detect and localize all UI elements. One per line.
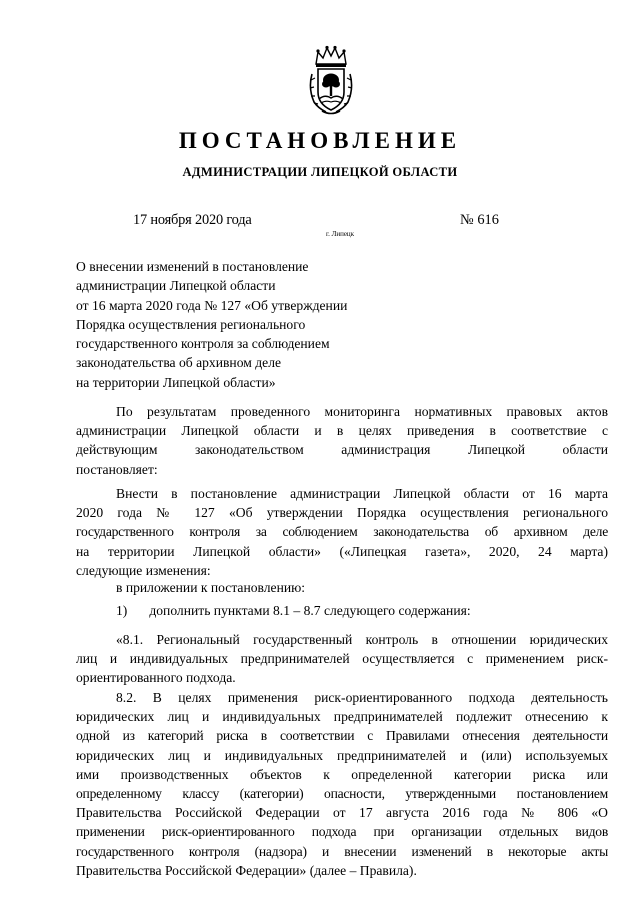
document-subtitle: АДМИНИСТРАЦИИ ЛИПЕЦКОЙ ОБЛАСТИ <box>182 165 458 179</box>
text-line: следующие изменения: <box>76 562 211 578</box>
text-line: одной из категорий риска в соответствии с Правилами отнесения деятельности <box>76 728 608 744</box>
text-line: Правительства Российской Федерации от 17 августа 2016 года № 806 «О <box>76 805 608 821</box>
text-line: 2020 года № 127 «Об утверждении Порядка осуществления регионального <box>76 505 608 521</box>
document-place: г. Липецк <box>326 230 355 238</box>
paragraph-item-1 <box>76 601 608 620</box>
heading-line: О внесении изменений в постановление <box>76 259 309 274</box>
text-line: действующим законодательством администрация Липецкой области <box>76 442 608 458</box>
text-line: ориентированного подхода. <box>76 670 236 686</box>
document-number: № 616 <box>460 212 499 228</box>
text-line: администрации Липецкой области и в целях приведения в соответствие с <box>76 423 608 439</box>
text-line: определенному классу (категории) опасности, утвержденными постановлением <box>76 786 608 802</box>
paragraph-preamble <box>76 402 608 479</box>
text-line: 8.2. В целях применения риск-ориентированного подхода деятельность <box>116 690 608 705</box>
text-line: «8.1. Региональный государственный контроль в отношении юридических <box>116 632 608 647</box>
text-line: ими производственных объектов к определенной категории риска или <box>76 766 608 782</box>
text-line: юридических лиц и индивидуальных предпринимателей подлежит отнесению к <box>76 709 608 725</box>
text-line: юридических лиц и индивидуальных предпринимателей и (или) используемых <box>76 747 608 763</box>
text-line: в приложении к постановлению: <box>116 580 306 595</box>
text-line: Правительства Российской Федерации» (далее – Правила). <box>76 862 417 878</box>
paragraph-8-2 <box>76 688 608 880</box>
item-text: дополнить пунктами 8.1 – 8.7 следующего содержания: <box>149 603 471 618</box>
paragraph-appendix <box>76 578 608 597</box>
heading-line: государственного контроля за соблюдением <box>76 336 330 352</box>
heading-line: администрации Липецкой области <box>76 278 276 294</box>
text-line: постановляет: <box>76 461 158 477</box>
text-line: государственного контроля (надзора) и внесении изменений в некоторые акты <box>76 843 608 859</box>
text-line: применении риск-ориентированного подхода при организации отдельных видов <box>76 824 608 840</box>
coat-of-arms-icon <box>308 44 354 116</box>
heading-line: от 16 марта 2020 года № 127 «Об утверждении <box>76 297 348 313</box>
heading-line: законодательства об архивном деле <box>76 355 282 371</box>
text-line: на территории Липецкой области» («Липецкая газета», 2020, 24 марта) <box>76 543 608 559</box>
text-line: По результатам проведенного мониторинга нормативных правовых актов <box>116 404 608 419</box>
heading-line: на территории Липецкой области» <box>76 374 276 390</box>
document-heading <box>76 257 347 392</box>
text-line: Внести в постановление администрации Липецкой области от 16 марта <box>116 486 608 501</box>
paragraph-8-1 <box>76 630 608 688</box>
text-line: лиц и индивидуальных предпринимателей осуществляется с применением риск- <box>76 651 608 667</box>
document-title: ПОСТАНОВЛЕНИЕ <box>178 128 462 153</box>
paragraph-resolution <box>76 484 608 580</box>
text-line: государственного контроля за соблюдением законодательства об архивном деле <box>76 524 608 540</box>
item-number: 1) <box>116 603 128 618</box>
document-date: 17 ноября 2020 года <box>133 212 252 228</box>
heading-line: Порядка осуществления регионального <box>76 316 306 332</box>
